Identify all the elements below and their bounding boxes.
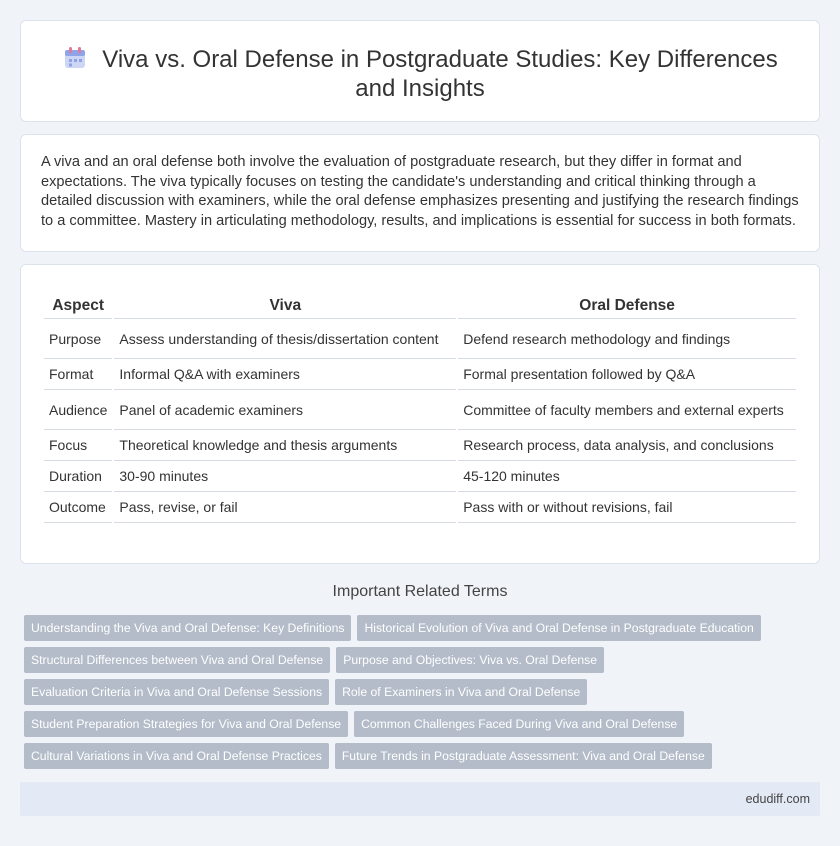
row-oral-defense: Defend research methodology and findings bbox=[458, 319, 796, 359]
row-aspect: Duration bbox=[44, 461, 112, 492]
related-term-tag[interactable]: Role of Examiners in Viva and Oral Defense bbox=[335, 679, 587, 705]
table-row bbox=[44, 430, 796, 461]
row-viva: Panel of academic examiners bbox=[114, 390, 456, 430]
row-oral-defense: Pass with or without revisions, fail bbox=[458, 492, 796, 523]
row-aspect: Focus bbox=[44, 430, 112, 461]
row-viva: Informal Q&A with examiners bbox=[114, 359, 456, 390]
related-terms-list bbox=[24, 615, 814, 775]
related-term-tag[interactable]: Evaluation Criteria in Viva and Oral Defense Sessions bbox=[24, 679, 329, 705]
table-row bbox=[44, 461, 796, 492]
intro-card bbox=[20, 134, 820, 252]
comparison-table bbox=[42, 295, 798, 523]
table-row bbox=[44, 390, 796, 430]
related-term-tag[interactable]: Purpose and Objectives: Viva vs. Oral Defense bbox=[336, 647, 604, 673]
header-viva: Viva bbox=[114, 295, 456, 319]
related-term-tag[interactable]: Understanding the Viva and Oral Defense: Key Definitions bbox=[24, 615, 351, 641]
related-terms-title: Important Related Terms bbox=[332, 583, 508, 600]
footer bbox=[20, 782, 820, 816]
row-aspect: Audience bbox=[44, 390, 112, 430]
table-row bbox=[44, 359, 796, 390]
related-term-tag[interactable]: Cultural Variations in Viva and Oral Defense Practices bbox=[24, 743, 329, 769]
row-viva: Assess understanding of thesis/dissertation content bbox=[114, 319, 456, 359]
comparison-card bbox=[20, 264, 820, 564]
related-term-tag[interactable]: Student Preparation Strategies for Viva and Oral Defense bbox=[24, 711, 348, 737]
row-viva: 30-90 minutes bbox=[114, 461, 456, 492]
page-title-wrap bbox=[61, 45, 779, 103]
related-term-tag[interactable]: Structural Differences between Viva and Oral Defense bbox=[24, 647, 330, 673]
table-row bbox=[44, 492, 796, 523]
title-card bbox=[20, 20, 820, 122]
header-oral-defense: Oral Defense bbox=[458, 295, 796, 319]
related-term-tag[interactable]: Common Challenges Faced During Viva and Oral Defense bbox=[354, 711, 684, 737]
row-oral-defense: Research process, data analysis, and conclusions bbox=[458, 430, 796, 461]
row-oral-defense: 45-120 minutes bbox=[458, 461, 796, 492]
page-title: Viva vs. Oral Defense in Postgraduate Studies: Key Differences and Insights bbox=[102, 46, 778, 102]
row-oral-defense: Formal presentation followed by Q&A bbox=[458, 359, 796, 390]
table-row bbox=[44, 319, 796, 359]
row-viva: Theoretical knowledge and thesis arguments bbox=[114, 430, 456, 461]
calendar-icon bbox=[62, 45, 88, 71]
intro-paragraph: A viva and an oral defense both involve the evaluation of postgraduate research, but they differ in format and expectations. The viva typically focuses on testing the candidate's understanding and critical thinking through a detailed discussion with examiners, while the oral defense emphasizes presenting and justifying the research findings to a committee. Mastery in articulating methodology, results, and implications is essential for success in both formats. bbox=[41, 154, 799, 229]
row-oral-defense: Committee of faculty members and external experts bbox=[458, 390, 796, 430]
row-aspect: Format bbox=[44, 359, 112, 390]
related-term-tag[interactable]: Historical Evolution of Viva and Oral Defense in Postgraduate Education bbox=[357, 615, 760, 641]
row-viva: Pass, revise, or fail bbox=[114, 492, 456, 523]
related-term-tag[interactable]: Future Trends in Postgraduate Assessment: Viva and Oral Defense bbox=[335, 743, 712, 769]
row-aspect: Outcome bbox=[44, 492, 112, 523]
row-aspect: Purpose bbox=[44, 319, 112, 359]
footer-site-link[interactable]: edudiff.com bbox=[745, 792, 810, 806]
header-aspect: Aspect bbox=[44, 295, 112, 319]
table-header-row bbox=[44, 295, 796, 319]
